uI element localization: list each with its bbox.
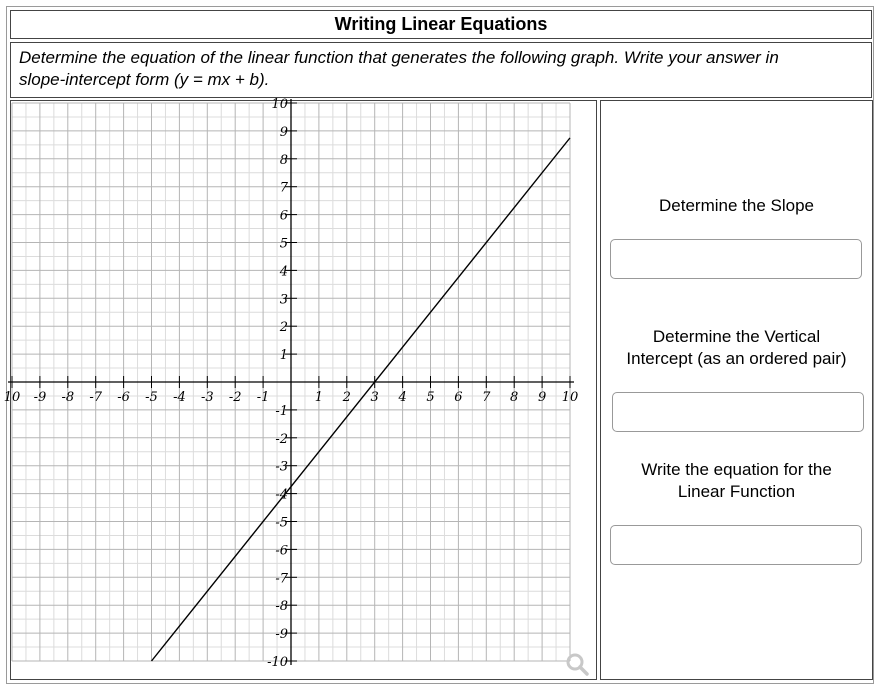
- intercept-label-line-2: Intercept (as an ordered pair): [626, 349, 847, 368]
- equation-input[interactable]: [610, 525, 862, 565]
- graph-panel[interactable]: [3, 97, 597, 680]
- y-tick-label: 1: [279, 348, 288, 364]
- y-tick-label: 2: [279, 320, 288, 336]
- y-tick-label: 9: [279, 124, 288, 140]
- equation-label-line-2: Linear Function: [677, 482, 796, 501]
- y-tick-label: -4: [275, 487, 288, 503]
- y-tick-label: 6: [279, 208, 288, 224]
- x-tick-label: -5: [145, 390, 158, 405]
- x-tick-label: -1: [256, 390, 270, 405]
- x-tick-label: -8: [61, 390, 75, 405]
- answer-panel: [600, 100, 873, 680]
- x-tick-label: 10: [561, 390, 579, 405]
- y-tick-label: -10: [267, 655, 288, 670]
- x-tick-label: 7: [482, 390, 491, 405]
- y-tick-label: -7: [275, 571, 288, 587]
- slope-label-line-1: Determine the Slope: [659, 196, 814, 215]
- x-tick-label: 5: [426, 390, 435, 405]
- x-tick-label: 8: [510, 390, 519, 405]
- x-tick-label: 10: [3, 390, 21, 405]
- y-tick-label: -5: [275, 515, 288, 531]
- x-tick-label: -7: [89, 390, 103, 405]
- intercept-input[interactable]: [612, 392, 864, 432]
- x-tick-label: 3: [370, 390, 379, 405]
- y-tick-label: -6: [275, 543, 288, 559]
- y-tick-label: 7: [279, 180, 288, 196]
- x-tick-label: 2: [342, 390, 351, 405]
- instructions-line-1: Determine the equation of the linear function that generates the following graph. Write your answer in: [19, 48, 779, 67]
- equation-label-line-1: Write the equation for the: [641, 460, 832, 479]
- y-tick-label: -8: [275, 599, 288, 615]
- x-tick-label: -4: [173, 390, 186, 405]
- y-tick-label: -1: [275, 403, 288, 419]
- intercept-label-line-1: Determine the Vertical: [652, 327, 821, 346]
- x-tick-label: -2: [228, 390, 242, 405]
- x-tick-label: -3: [200, 390, 214, 405]
- coordinate-graph[interactable]: [3, 97, 596, 679]
- instructions: [10, 42, 872, 98]
- y-tick-label: 4: [279, 264, 288, 280]
- slope-label: [601, 195, 872, 217]
- magnifier-handle: [580, 667, 587, 674]
- equation-label: [601, 459, 872, 503]
- x-tick-label: 1: [314, 390, 324, 405]
- intercept-label: [601, 326, 872, 370]
- y-tick-label: -2: [275, 431, 288, 447]
- y-tick-label: -9: [275, 627, 288, 643]
- y-tick-label: 3: [279, 292, 288, 308]
- instructions-line-2: slope-intercept form (y = mx + b).: [19, 70, 270, 89]
- magnifier-icon[interactable]: [568, 655, 587, 674]
- page-title: [10, 10, 872, 39]
- y-tick-label: -3: [275, 459, 288, 475]
- x-tick-label: 6: [454, 390, 463, 405]
- page-title-text: Writing Linear Equations: [334, 14, 548, 34]
- x-tick-label: -6: [117, 390, 130, 405]
- x-tick-label: 9: [537, 390, 547, 405]
- x-tick-label: -9: [33, 390, 47, 405]
- slope-input[interactable]: [610, 239, 862, 279]
- x-tick-label: 4: [398, 390, 407, 405]
- y-tick-label: 8: [279, 152, 288, 168]
- y-tick-label: 10: [271, 97, 288, 112]
- y-tick-label: 5: [279, 236, 288, 252]
